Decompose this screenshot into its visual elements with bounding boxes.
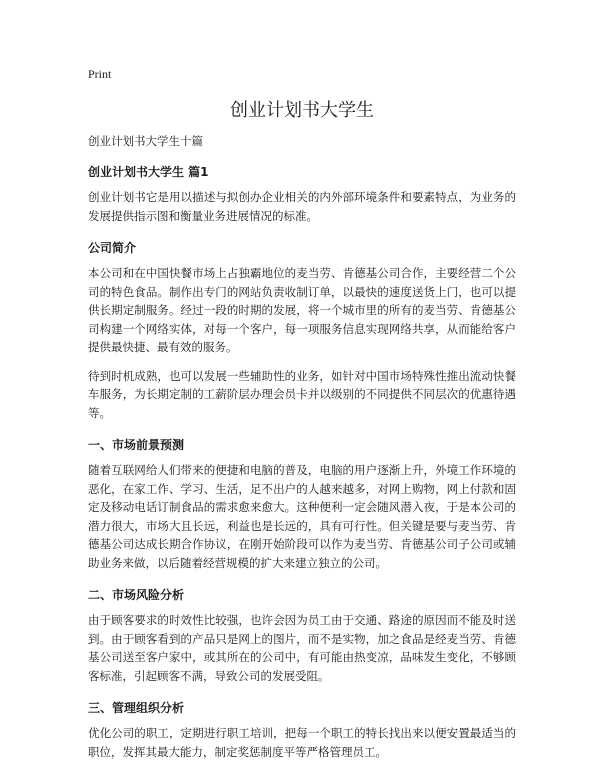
print-link[interactable]: Print: [88, 67, 112, 81]
section-heading-market-risk: 二、市场风险分析: [88, 588, 185, 602]
page-title: 创业计划书大学生: [230, 100, 374, 121]
section-heading-market-outlook: 一、市场前景预测: [88, 438, 185, 452]
management-paragraph: 优化公司的职工，定期进行职工培训，把每一个职工的特长找出来以便安置最适当的职位，发挥其最大能力，制定奖惩制度平等严格管理员工。: [88, 726, 516, 759]
market-outlook-paragraph: 随着互联网给人们带来的便捷和电脑的普及，电脑的用户逐渐上升，外境工作环境的恶化，在家工作、学习、生活，足不出户的人越来越多，对网上购物，网上付款和固定及移动电话订制食品的需求愈来愈大。这种便利一定会随风潜入夜，于是本公司的潜力很大，市场大且长远，利益也是长远的，具有可行性。但关键是要与麦当劳、肯德基公司达成长期合作协议，在刚开始阶段可以作为麦当劳、肯德基公司子公司或辅助业务来做，以后随着经营规模的扩大来建立独立的公司。: [88, 463, 516, 570]
document-page: [88, 66, 516, 761]
company-paragraph-2: 待到时机成熟，也可以发展一些辅助性的业务，如针对中国市场特殊性推出流动快餐车服务，为长期定制的工薪阶层办理会员卡并以级别的不同提供不同层次的优惠待遇等。: [88, 368, 516, 420]
section-heading-management: 三、管理组织分析: [88, 701, 185, 715]
company-paragraph-1: 本公司和在中国快餐市场上占独霸地位的麦当劳、肯德基公司合作，主要经营二个公司的特色食品。制作出专门的网站负责收制订单，以最快的速度送货上门，也可以提供长期定制服务。经过一段的时期的发展，将一个城市里的所有的麦当劳、肯德基公司构建一个网络实体，对每一个客户，每一项服务信息实现网络共享，从而能给客户提供最快捷、最有效的服务。: [88, 266, 516, 354]
intro-paragraph: 创业计划书它是用以描述与拟创办企业相关的内外部环境条件和要素特点，为业务的发展提供指示图和衡量业务进展情况的标准。: [88, 190, 516, 223]
section-heading-company: 公司简介: [88, 241, 137, 255]
article-heading: 创业计划书大学生 篇1: [88, 165, 209, 179]
market-risk-paragraph: 由于顾客要求的时效性比较强，也许会因为员工由于交通、路途的原因而不能及时送到。由于顾客看到的产品只是网上的图片，而不是实物，加之食品是经麦当劳、肯德基公司送至客户家中，或其所在的公司中，有可能由热变凉，品味发生变化，不够顾客标准，引起顾客不满，导致公司的发展受阻。: [88, 613, 516, 683]
page-subtitle: 创业计划书大学生十篇: [88, 134, 203, 148]
